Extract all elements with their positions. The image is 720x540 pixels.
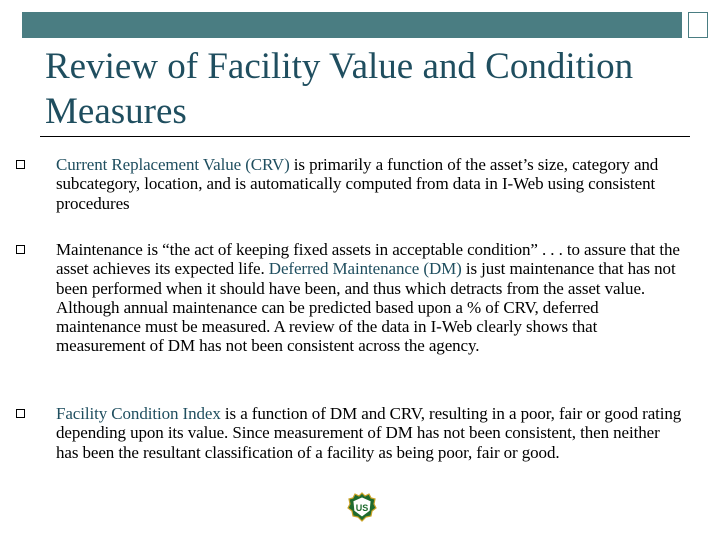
square-bullet-icon xyxy=(16,245,25,254)
term-deferred-maintenance: Deferred Maintenance (DM) xyxy=(268,259,462,279)
square-bullet-icon xyxy=(16,160,25,169)
header-corner-box xyxy=(688,12,708,38)
bullet-text xyxy=(56,404,686,462)
bullet-body: is just maintenance that has not been performed when it should have been, and thus which detracts from the asset value. Although annual maintenance can be predicted based upon a % of CRV, deferred maintenance must be measured. A review of the data in I-Web clearly shows that measurement of DM has not been consistent across the agency. xyxy=(56,259,676,356)
header-bar xyxy=(22,12,682,38)
title-divider xyxy=(40,136,690,137)
term-facility-condition-index: Facility Condition Index xyxy=(56,404,221,423)
square-bullet-icon xyxy=(16,409,25,418)
bullet-body: is a function of DM and CRV, resulting in a poor, fair or good rating depending upon its value. Since measurement of DM has not been consistent, then neither has been the resultant classification of a facility as being poor, fair or good. xyxy=(56,404,682,462)
bullet-text xyxy=(56,240,686,356)
bullet-text xyxy=(56,155,686,213)
slide-title: Review of Facility Value and Condition Measures xyxy=(45,46,634,132)
bullet-intro: Maintenance is “the act of keeping fixed assets in acceptable condition” . . . to assure that the asset achieves its expected life. xyxy=(56,240,680,279)
term-crv: Current Replacement Value (CRV) xyxy=(56,155,290,174)
forest-service-shield-icon xyxy=(347,492,377,522)
logo-lettering: US xyxy=(355,503,369,513)
bullet-body: is primarily a function of the asset’s size, category and subcategory, location, and is automatically computed from data in I-Web using consistent procedures xyxy=(56,155,659,213)
